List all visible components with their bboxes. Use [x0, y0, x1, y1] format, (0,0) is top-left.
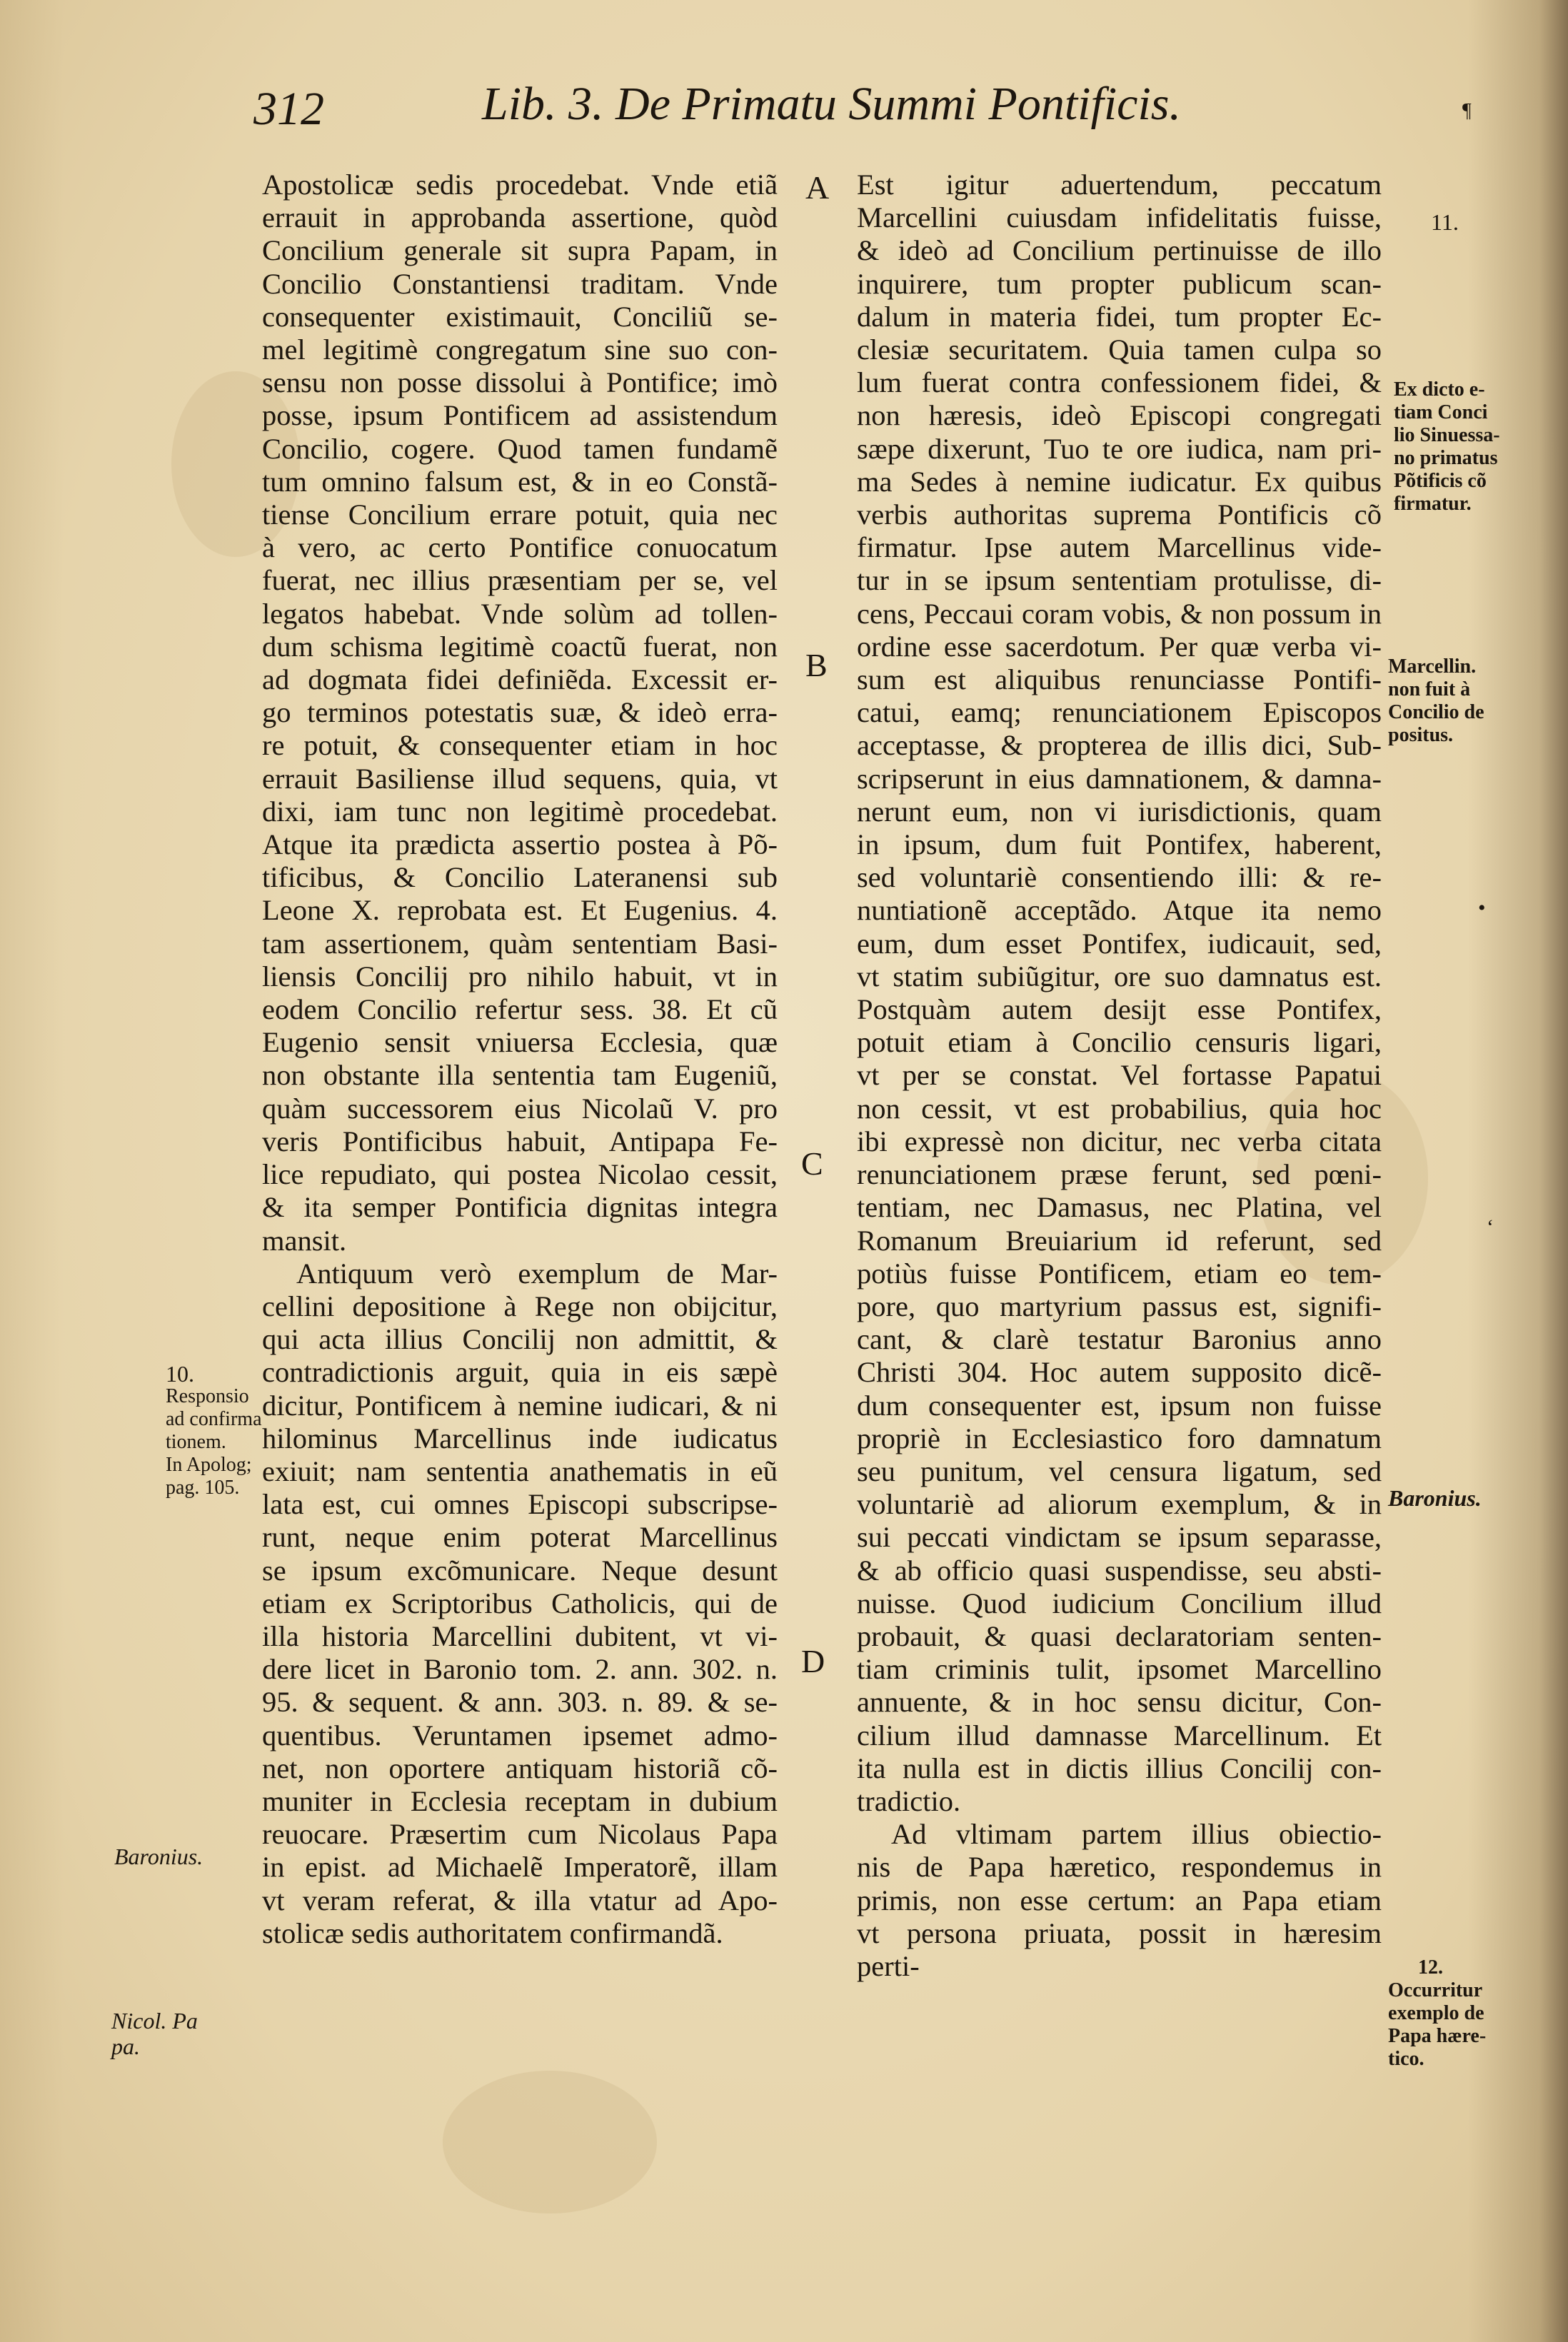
section-letter-c: C — [801, 1145, 823, 1182]
text-line: mel legitimè congregatum sine suo con- — [262, 333, 778, 366]
text-line: vt per se constat. Vel fortasse Papatui — [857, 1059, 1382, 1092]
text-line: acceptasse, & propterea de illis dici, Sub- — [857, 729, 1382, 762]
text-line: Apostolicæ sedis procedebat. Vnde etiã — [262, 169, 778, 201]
text-line: dixi, iam tunc non legitimè procedebat. — [262, 795, 778, 828]
text-line: sum est aliquibus renunciasse Pontifi- — [857, 663, 1382, 696]
text-line: dicitur, Pontificem à nemine iudicari, & ni — [262, 1389, 778, 1422]
text-line: contradictionis arguit, quia in eis sæpè — [262, 1356, 778, 1389]
stray-mark: ‘ — [1487, 1215, 1494, 1239]
text-line: in epist. ad Michaelẽ Imperatorẽ, illam — [262, 1851, 778, 1884]
text-line: Antiquum verò exemplum de Mar- — [296, 1257, 778, 1290]
text-line: sed voluntariè consentiendo illi: & re- — [857, 861, 1382, 894]
margin-note-11 — [1431, 211, 1459, 233]
note-line: positus. — [1388, 724, 1454, 746]
text-line: muniter in Ecclesia receptam in dubium — [262, 1784, 778, 1817]
text-line: mansit. — [262, 1224, 347, 1257]
text-line: verbis authoritas suprema Pontificis cõ — [857, 498, 1382, 531]
text-line: non obstante illa sententia tam Eugeniũ, — [262, 1059, 778, 1092]
text-line: go terminos potestatis suæ, & ideò erra- — [262, 696, 778, 729]
text-line: Atque ita prædicta assertio postea à Põ- — [262, 828, 778, 861]
text-line: pore, quo martyrium passus est, signifi- — [857, 1290, 1382, 1322]
note-line: tico. — [1388, 2048, 1424, 2070]
text-line: & ab officio quasi suspendisse, seu absti- — [857, 1554, 1382, 1587]
text-line: sensu non posse dissolui à Pontifice; imò — [262, 366, 778, 399]
text-line: stolicæ sedis authoritatem confirmandã. — [262, 1916, 723, 1949]
text-line: etiam ex Scriptoribus Catholicis, qui de — [262, 1587, 778, 1619]
text-line: se ipsum excõmunicare. Neque desunt — [262, 1554, 778, 1587]
note-line: 10. — [166, 1361, 194, 1387]
note-line: Occurritur — [1388, 1979, 1483, 2001]
running-title: Lib. 3. De Primatu Summi Pontificis. — [482, 78, 1181, 130]
note-line: lio Sinuessa- — [1394, 424, 1500, 446]
note-line: 11. — [1431, 209, 1459, 235]
text-line: errauit in approbanda assertione, quòd — [262, 201, 778, 234]
text-line: renunciationem præse ferunt, sed pœni- — [857, 1158, 1382, 1191]
text-line: inquirere, tum propter publicum scan- — [857, 267, 1382, 300]
text-line: quentibus. Veruntamen ipsemet admo- — [262, 1719, 778, 1752]
note-line: pa. — [111, 2034, 140, 2059]
note-line: ad confirma — [166, 1408, 262, 1430]
text-line: tum omnino falsum est, & in eo Constã- — [262, 465, 778, 498]
text-line: Ad vltimam partem illius obiectio- — [891, 1818, 1382, 1851]
note-line: tiam Conci — [1394, 401, 1488, 423]
margin-note-baronius-right — [1388, 1485, 1482, 1511]
text-line: ad dogmata fidei definiẽda. Excessit er- — [262, 663, 778, 696]
text-line: Romanum Breuiarium id referunt, sed — [857, 1224, 1382, 1257]
text-line: tentiam, nec Damasus, nec Platina, vel — [857, 1191, 1382, 1224]
margin-note-10 — [166, 1362, 262, 1499]
text-line: dere licet in Baronio tom. 2. ann. 302. n. — [262, 1653, 778, 1686]
text-line: tificibus, & Concilio Lateranensi sub — [262, 861, 778, 894]
text-line: probauit, & quasi declaratoriam senten- — [857, 1619, 1382, 1652]
text-line: eodem Concilio refertur sess. 38. Et cũ — [262, 993, 778, 1026]
text-line: lum fuerat contra confessionem fidei, & — [857, 366, 1382, 399]
text-line: Postquàm autem desijt esse Pontifex, — [857, 993, 1382, 1026]
left-text-column — [262, 169, 778, 1950]
note-line: non fuit à — [1388, 678, 1471, 700]
note-line: Nicol. Pa — [111, 2008, 198, 2034]
text-line: illa historia Marcellini dubitent, vt vi- — [262, 1619, 778, 1652]
text-line: potuit etiam à Concilio censuris ligari, — [857, 1026, 1382, 1059]
text-line: nuisse. Quod iudicium Concilium illud — [857, 1587, 1382, 1619]
text-line: quàm successorem eius Nicolaũ V. pro — [262, 1092, 778, 1125]
text-line: ordine esse sacerdotum. Per quæ verba vi- — [857, 630, 1382, 663]
stray-mark: • — [1478, 896, 1486, 920]
text-line: ibi expressè non dicitur, nec verba citata — [857, 1125, 1382, 1157]
text-line: legatos habebat. Vnde solùm ad tollen- — [262, 597, 778, 630]
text-line: cant, & clarè testatur Baronius anno — [857, 1323, 1382, 1356]
text-line: fuerat, nec illius præsentiam per se, vel — [262, 564, 778, 597]
text-line: non cessit, vt est probabilius, quia hoc — [857, 1092, 1382, 1125]
text-line: potiùs fuisse Pontificem, etiam eo tem- — [857, 1257, 1382, 1290]
text-line: qui acta illius Concilij non admittit, & — [262, 1323, 778, 1356]
text-line: dum consequenter est, ipsum non fuisse — [857, 1389, 1382, 1422]
note-line: pag. 105. — [166, 1477, 240, 1499]
text-line: primis, non esse certum: an Papa etiam — [857, 1884, 1382, 1916]
text-line: dum schisma legitimè coactũ fuerat, non — [262, 630, 778, 663]
note-line: exemplo de — [1388, 2002, 1484, 2024]
text-line: à vero, ac certo Pontifice conuocatum — [262, 531, 778, 564]
note-line: Põtificis cõ — [1394, 470, 1487, 492]
margin-note-baronius-left — [114, 1844, 203, 1869]
text-line: veris Pontificibus habuit, Antipapa Fe- — [262, 1125, 778, 1157]
note-line: firmatur. — [1394, 493, 1472, 515]
text-line: Est igitur aduertendum, peccatum — [857, 169, 1382, 201]
text-line: tur in se ipsum sententiam protulisse, di- — [857, 564, 1382, 597]
text-line: voluntariè ad aliorum exemplum, & in — [857, 1488, 1382, 1521]
note-line: Ex dicto e- — [1394, 378, 1485, 401]
text-line: re potuit, & consequenter etiam in hoc — [262, 729, 778, 762]
text-line: exiuit; nam sententia anathematis in eũ — [262, 1454, 778, 1487]
text-line: ita nulla est in dictis illius Concilij con- — [857, 1752, 1382, 1784]
text-line: vt persona priuata, possit in hæresim — [857, 1916, 1382, 1949]
text-line: eum, dum esset Pontifex, iudicauit, sed, — [857, 927, 1382, 960]
paper-stain — [443, 2071, 657, 2213]
text-line: tradictio. — [857, 1784, 961, 1817]
text-line: cilium illud damnasse Marcellinum. Et — [857, 1719, 1382, 1752]
text-line: runt, neque enim poterat Marcellinus — [262, 1521, 778, 1554]
text-line: nuntiationẽ acceptãdo. Atque ita nemo — [857, 894, 1382, 927]
text-line: non hæresis, ideò Episcopi congregati — [857, 399, 1382, 432]
text-line: vt veram referat, & illa vtatur ad Apo- — [262, 1884, 778, 1916]
text-line: lata est, cui omnes Episcopi subscripse- — [262, 1488, 778, 1521]
text-line: Leone X. reprobata est. Et Eugenius. 4. — [262, 894, 778, 927]
corner-mark: ¶ — [1462, 100, 1472, 122]
text-line: net, non oportere antiquam historiã cõ- — [262, 1752, 778, 1784]
margin-note-marcellinus — [1388, 655, 1484, 747]
text-line: annuente, & in hoc sensu dicitur, Con- — [857, 1686, 1382, 1719]
text-line: nis de Papa hæretico, respondemus in — [857, 1851, 1382, 1884]
text-line: sæpe dixerunt, Tuo te ore iudica, nam pri- — [857, 432, 1382, 465]
text-line: perti- — [857, 1949, 920, 1982]
note-line: 12. — [1418, 1956, 1443, 1979]
note-line: Baronius. — [114, 1844, 203, 1869]
margin-note-12 — [1388, 1956, 1486, 2071]
note-line: no primatus — [1394, 447, 1498, 469]
text-line: tam assertionem, quàm sententiam Basi- — [262, 927, 778, 960]
note-line: Baronius. — [1388, 1485, 1482, 1511]
text-line: sui peccati vindictam se ipsum separasse, — [857, 1521, 1382, 1554]
text-line: reuocare. Præsertim cum Nicolaus Papa — [262, 1818, 778, 1851]
text-line: hilominus Marcellinus inde iudicatus — [262, 1422, 778, 1454]
text-line: & ideò ad Concilium pertinuisse de illo — [857, 234, 1382, 267]
text-line: vt statim subiũgitur, ore suo damnatus est. — [857, 960, 1382, 992]
text-line: Marcellini cuiusdam infidelitatis fuisse, — [857, 201, 1382, 234]
text-line: liensis Concilij pro nihilo habuit, vt in — [262, 960, 778, 992]
section-letter-b: B — [805, 647, 828, 683]
text-line: firmatur. Ipse autem Marcellinus vide- — [857, 531, 1382, 564]
text-line: errauit Basiliense illud sequens, quia, vt — [262, 762, 778, 795]
text-line: cens, Peccaui coram vobis, & non possum in — [857, 597, 1382, 630]
text-line: scripserunt in eius damnationem, & damna- — [857, 762, 1382, 795]
text-line: tiense Concilium errare potuit, quia nec — [262, 498, 778, 531]
text-line: in ipsum, dum fuit Pontifex, haberent, — [857, 828, 1382, 861]
text-line: catui, eamq; renunciationem Episcopos — [857, 696, 1382, 729]
text-line: consequenter existimauit, Conciliũ se- — [262, 300, 778, 333]
text-line: nerunt eum, non vi iurisdictionis, quam — [857, 795, 1382, 828]
text-line: posse, ipsum Pontificem ad assistendum — [262, 399, 778, 432]
text-line: Concilium generale sit supra Papam, in — [262, 234, 778, 267]
note-line: Concilio de — [1388, 701, 1484, 723]
text-line: dalum in materia fidei, tum propter Ec- — [857, 300, 1382, 333]
text-line: 95. & sequent. & ann. 303. n. 89. & se- — [262, 1686, 778, 1719]
note-line: Papa hære- — [1388, 2025, 1487, 2047]
note-line: tionem. — [166, 1431, 226, 1453]
text-line: lice repudiato, qui postea Nicolao cessit, — [262, 1158, 778, 1191]
text-line: & ita semper Pontificia dignitas integra — [262, 1191, 778, 1224]
note-line: Responsio — [166, 1385, 249, 1407]
margin-note-sinuessano — [1394, 378, 1500, 516]
text-line: seu punitum, vel censura ligatum, sed — [857, 1454, 1382, 1487]
note-line: In Apolog; — [166, 1454, 252, 1476]
text-line: clesiæ securitatem. Quia tamen culpa so — [857, 333, 1382, 366]
text-line: Concilio, cogere. Quod tamen fundamẽ — [262, 432, 778, 465]
right-text-column — [857, 169, 1382, 1983]
text-line: Christi 304. Hoc autem supposito dicẽ- — [857, 1356, 1382, 1389]
text-line: propriè in Ecclesiastico foro damnatum — [857, 1422, 1382, 1454]
page-number: 312 — [253, 83, 324, 135]
note-line: Marcellin. — [1388, 655, 1477, 678]
section-letter-a: A — [805, 169, 830, 206]
text-line: ma Sedes à nemine iudicatur. Ex quibus — [857, 465, 1382, 498]
text-line: Concilio Constantiensi traditam. Vnde — [262, 267, 778, 300]
text-line: cellini depositione à Rege non obijcitur, — [262, 1290, 778, 1322]
text-line: Eugenio sensit vniuersa Ecclesia, quæ — [262, 1026, 778, 1059]
margin-note-nicolaus — [111, 2008, 198, 2059]
text-line: tiam criminis tulit, ipsomet Marcellino — [857, 1653, 1382, 1686]
section-letter-d: D — [801, 1643, 825, 1679]
